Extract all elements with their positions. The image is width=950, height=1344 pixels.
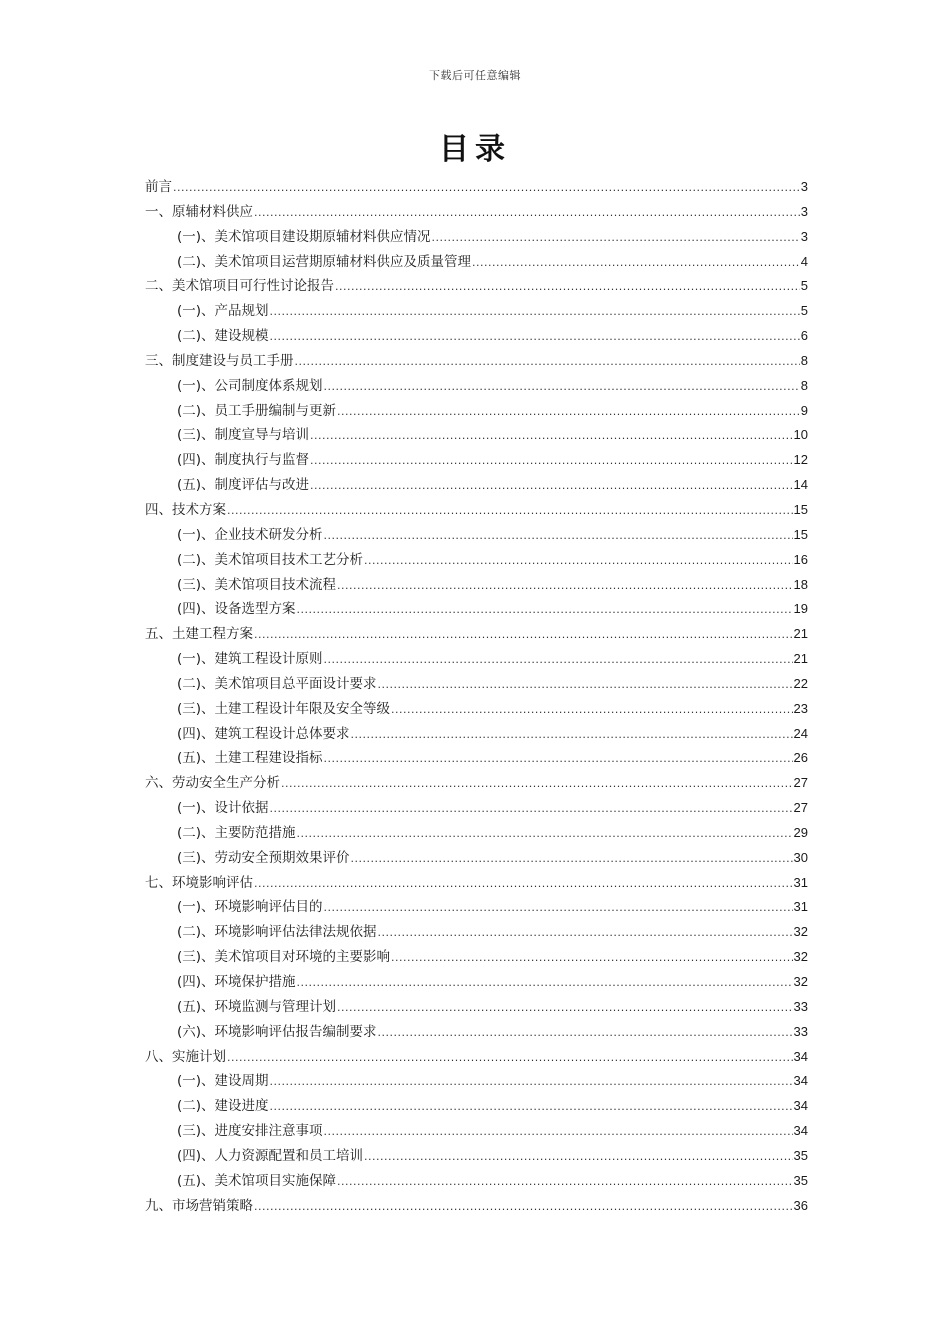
toc-entry-page-number: 34 xyxy=(793,1098,808,1114)
toc-entry-label: (四)、人力资源配置和员工培训 xyxy=(177,1147,364,1164)
toc-entry-label: (五)、制度评估与改进 xyxy=(177,477,310,494)
toc-entry-page-number: 27 xyxy=(793,800,808,816)
toc-entry-label: (三)、土建工程设计年限及安全等级 xyxy=(177,700,391,717)
toc-entry-label: (四)、制度执行与监督 xyxy=(177,452,310,469)
toc-entry-label: (一)、产品规划 xyxy=(177,303,269,320)
toc-entry-page-number: 34 xyxy=(793,1073,808,1089)
toc-entry[interactable] xyxy=(145,597,808,622)
toc-dot-leader xyxy=(378,1020,793,1046)
toc-entry-page-number: 3 xyxy=(800,228,808,244)
toc-entry-label: (二)、美术馆项目运营期原辅材料供应及质量管理 xyxy=(177,253,472,270)
table-of-contents xyxy=(145,175,808,1218)
toc-entry[interactable] xyxy=(145,1144,808,1169)
page-title: 目录 xyxy=(439,132,511,167)
toc-entry[interactable] xyxy=(145,225,808,250)
toc-entry[interactable] xyxy=(145,1119,808,1144)
toc-entry-page-number: 3 xyxy=(800,203,808,219)
toc-dot-leader xyxy=(335,274,800,300)
toc-dot-leader xyxy=(364,548,792,574)
toc-entry[interactable] xyxy=(145,920,808,945)
toc-entry-page-number: 14 xyxy=(793,477,808,493)
toc-entry-label: (一)、美术馆项目建设期原辅材料供应情况 xyxy=(177,228,431,245)
toc-dot-leader xyxy=(310,448,792,474)
toc-entry[interactable] xyxy=(145,399,808,424)
toc-dot-leader xyxy=(364,1144,792,1170)
toc-entry-page-number: 19 xyxy=(793,601,808,617)
toc-dot-leader xyxy=(391,945,792,971)
toc-entry[interactable] xyxy=(145,1194,808,1219)
toc-dot-leader xyxy=(351,846,793,872)
toc-entry-label: (一)、企业技术研发分析 xyxy=(177,526,323,543)
toc-entry-page-number: 31 xyxy=(793,874,808,890)
toc-entry-label: (三)、美术馆项目技术流程 xyxy=(177,576,337,593)
toc-dot-leader xyxy=(337,399,800,425)
toc-entry[interactable] xyxy=(145,895,808,920)
toc-entry[interactable] xyxy=(145,1020,808,1045)
toc-entry-page-number: 31 xyxy=(793,899,808,915)
toc-dot-leader xyxy=(391,697,792,723)
toc-dot-leader xyxy=(254,622,793,648)
toc-dot-leader xyxy=(324,374,800,400)
toc-entry-label: (二)、建设规模 xyxy=(177,328,269,345)
toc-dot-leader xyxy=(295,349,800,375)
toc-entry-page-number: 3 xyxy=(800,179,808,194)
toc-entry[interactable] xyxy=(145,796,808,821)
toc-entry-page-number: 8 xyxy=(800,377,808,393)
toc-dot-leader xyxy=(324,523,793,549)
toc-entry-page-number: 33 xyxy=(793,998,808,1014)
toc-entry-page-number: 8 xyxy=(800,352,808,368)
toc-dot-leader xyxy=(432,225,800,251)
header-note: 下载后可任意编辑 xyxy=(429,69,521,82)
toc-entry[interactable] xyxy=(145,1045,808,1070)
toc-dot-leader xyxy=(310,473,792,499)
toc-entry-page-number: 34 xyxy=(793,1048,808,1064)
toc-dot-leader xyxy=(337,1169,792,1195)
toc-dot-leader xyxy=(378,920,793,946)
toc-entry[interactable] xyxy=(145,771,808,796)
toc-entry-page-number: 5 xyxy=(800,278,808,294)
toc-dot-leader xyxy=(270,1094,793,1120)
toc-dot-leader xyxy=(472,250,800,276)
toc-dot-leader xyxy=(297,821,793,847)
toc-entry[interactable] xyxy=(145,622,808,647)
toc-entry-page-number: 29 xyxy=(793,824,808,840)
toc-dot-leader xyxy=(227,498,793,524)
toc-entry-label: (二)、环境影响评估法律法规依据 xyxy=(177,924,377,941)
toc-dot-leader xyxy=(324,1119,793,1145)
toc-entry[interactable] xyxy=(145,722,808,747)
toc-entry-label: (四)、设备选型方案 xyxy=(177,601,296,618)
toc-dot-leader xyxy=(324,647,793,673)
toc-entry[interactable] xyxy=(145,672,808,697)
toc-entry-page-number: 9 xyxy=(800,402,808,418)
toc-entry[interactable] xyxy=(145,746,808,771)
toc-entry-label: 九、市场营销策略 xyxy=(145,1197,253,1214)
toc-dot-leader xyxy=(254,871,793,897)
toc-entry[interactable] xyxy=(145,324,808,349)
toc-entry[interactable] xyxy=(145,548,808,573)
toc-entry-page-number: 10 xyxy=(793,427,808,443)
toc-dot-leader xyxy=(270,1069,793,1095)
toc-entry-label: 二、美术馆项目可行性讨论报告 xyxy=(145,278,334,295)
toc-entry-page-number: 15 xyxy=(793,501,808,517)
toc-entry[interactable] xyxy=(145,448,808,473)
toc-entry[interactable] xyxy=(145,970,808,995)
toc-entry-page-number: 27 xyxy=(793,775,808,791)
toc-entry-label: (四)、建筑工程设计总体要求 xyxy=(177,725,350,742)
toc-dot-leader xyxy=(254,200,800,226)
toc-entry-label: 八、实施计划 xyxy=(145,1048,226,1065)
toc-entry[interactable] xyxy=(145,200,808,225)
toc-entry-label: (一)、设计依据 xyxy=(177,800,269,817)
toc-entry[interactable] xyxy=(145,647,808,672)
toc-entry-label: (一)、建设周期 xyxy=(177,1073,269,1090)
toc-entry-label: (六)、环境影响评估报告编制要求 xyxy=(177,1023,377,1040)
toc-entry-page-number: 35 xyxy=(793,1172,808,1188)
toc-entry-page-number: 5 xyxy=(800,303,808,319)
toc-entry[interactable] xyxy=(145,821,808,846)
toc-entry[interactable] xyxy=(145,1169,808,1194)
toc-entry-page-number: 30 xyxy=(793,849,808,865)
toc-entry-page-number: 4 xyxy=(800,253,808,269)
toc-entry-label: (一)、环境影响评估目的 xyxy=(177,899,323,916)
toc-entry-page-number: 16 xyxy=(793,551,808,567)
toc-dot-leader xyxy=(378,672,793,698)
toc-entry-label: 前言 xyxy=(145,179,172,195)
toc-entry[interactable] xyxy=(145,523,808,548)
toc-entry[interactable] xyxy=(145,573,808,598)
toc-entry-label: (五)、环境监测与管理计划 xyxy=(177,998,337,1015)
toc-entry-label: (一)、公司制度体系规划 xyxy=(177,377,323,394)
toc-dot-leader xyxy=(227,1045,793,1071)
toc-entry-page-number: 32 xyxy=(793,924,808,940)
toc-entry-label: (四)、环境保护措施 xyxy=(177,974,296,990)
toc-entry-label: 一、原辅材料供应 xyxy=(145,203,253,220)
toc-entry-label: (三)、制度宣导与培训 xyxy=(177,427,310,444)
toc-dot-leader xyxy=(173,175,800,201)
toc-entry-label: 五、土建工程方案 xyxy=(145,626,253,643)
toc-entry[interactable] xyxy=(145,995,808,1020)
toc-entry-page-number: 33 xyxy=(793,1023,808,1039)
toc-entry-page-number: 18 xyxy=(793,576,808,592)
toc-entry[interactable] xyxy=(145,423,808,448)
toc-entry[interactable] xyxy=(145,1094,808,1119)
toc-dot-leader xyxy=(351,722,793,748)
toc-entry-page-number: 34 xyxy=(793,1123,808,1139)
toc-entry-page-number: 35 xyxy=(793,1147,808,1163)
toc-entry-label: (二)、美术馆项目总平面设计要求 xyxy=(177,675,377,692)
toc-dot-leader xyxy=(254,1194,793,1220)
toc-entry[interactable] xyxy=(145,274,808,299)
toc-entry[interactable] xyxy=(145,250,808,275)
toc-entry[interactable] xyxy=(145,1069,808,1094)
toc-dot-leader xyxy=(337,995,792,1021)
toc-entry-page-number: 36 xyxy=(793,1197,808,1213)
toc-entry-page-number: 22 xyxy=(793,675,808,691)
toc-entry[interactable] xyxy=(145,945,808,970)
toc-entry-page-number: 24 xyxy=(793,725,808,741)
toc-entry[interactable] xyxy=(145,697,808,722)
toc-entry-page-number: 21 xyxy=(793,651,808,667)
toc-entry-label: 四、技术方案 xyxy=(145,501,226,518)
toc-dot-leader xyxy=(270,324,800,350)
toc-entry-page-number: 15 xyxy=(793,526,808,542)
toc-entry-label: (五)、土建工程建设指标 xyxy=(177,750,323,767)
toc-entry-label: 三、制度建设与员工手册 xyxy=(145,352,294,369)
toc-entry-page-number: 6 xyxy=(800,328,808,344)
toc-entry-label: (五)、美术馆项目实施保障 xyxy=(177,1172,337,1189)
toc-entry[interactable] xyxy=(145,846,808,871)
toc-entry-page-number: 26 xyxy=(793,750,808,766)
toc-entry[interactable] xyxy=(145,349,808,374)
toc-dot-leader xyxy=(324,746,793,772)
toc-entry[interactable] xyxy=(145,299,808,324)
toc-dot-leader xyxy=(297,597,793,623)
toc-dot-leader xyxy=(270,299,800,325)
toc-entry-page-number: 32 xyxy=(793,974,808,989)
toc-entry-page-number: 21 xyxy=(793,626,808,642)
toc-entry-label: 七、环境影响评估 xyxy=(145,874,253,891)
toc-dot-leader xyxy=(270,796,793,822)
toc-entry[interactable] xyxy=(145,473,808,498)
toc-dot-leader xyxy=(337,573,792,599)
toc-entry-label: (二)、员工手册编制与更新 xyxy=(177,402,337,419)
toc-dot-leader xyxy=(297,970,793,996)
toc-entry[interactable] xyxy=(145,374,808,399)
toc-entry-label: (二)、美术馆项目技术工艺分析 xyxy=(177,551,364,568)
toc-entry-label: (一)、建筑工程设计原则 xyxy=(177,651,323,668)
toc-entry[interactable] xyxy=(145,871,808,896)
toc-entry-label: (二)、建设进度 xyxy=(177,1098,269,1115)
toc-dot-leader xyxy=(310,423,792,449)
toc-entry-page-number: 12 xyxy=(793,452,808,468)
toc-entry[interactable] xyxy=(145,498,808,523)
toc-entry-page-number: 23 xyxy=(793,700,808,716)
toc-entry-label: (三)、劳动安全预期效果评价 xyxy=(177,849,350,866)
toc-entry-label: (三)、进度安排注意事项 xyxy=(177,1123,323,1140)
toc-entry-label: (三)、美术馆项目对环境的主要影响 xyxy=(177,949,391,966)
toc-dot-leader xyxy=(324,895,793,921)
toc-dot-leader xyxy=(281,771,793,797)
toc-entry-label: 六、劳动安全生产分析 xyxy=(145,775,280,792)
toc-entry-label: (二)、主要防范措施 xyxy=(177,824,296,841)
toc-entry-page-number: 32 xyxy=(793,949,808,965)
toc-entry[interactable] xyxy=(145,175,808,200)
